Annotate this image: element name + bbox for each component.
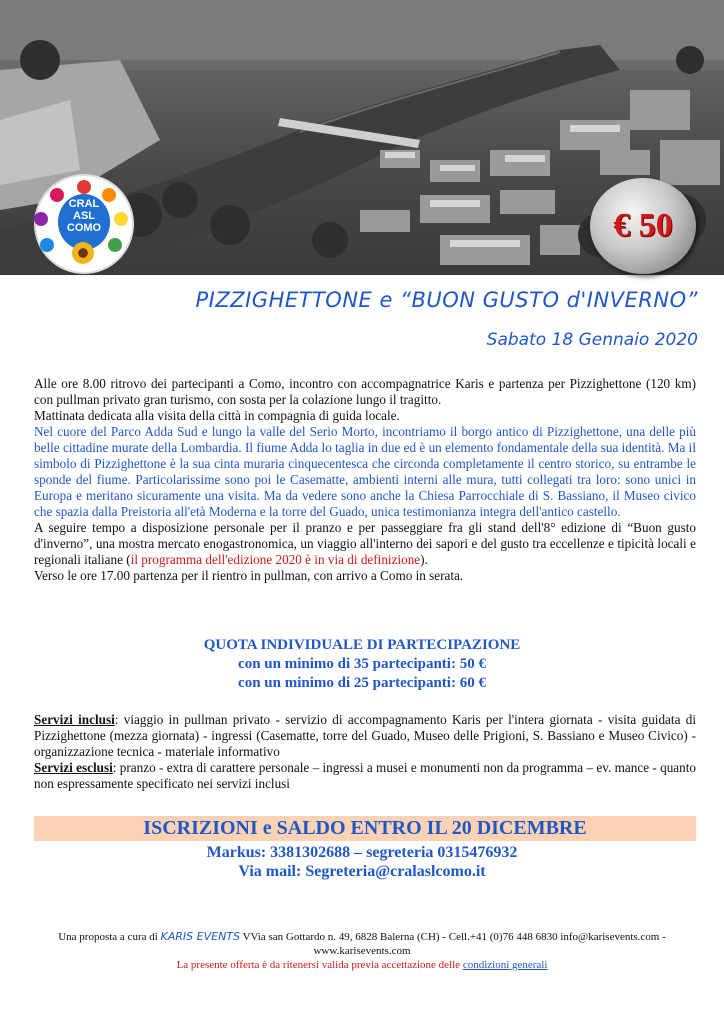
logo-dot: [114, 212, 128, 226]
contacts-section: [0, 843, 724, 881]
event-date: Sabato 18 Gennaio 2020: [486, 330, 698, 350]
footer-line: [0, 930, 724, 944]
quota-line: con un minimo di 35 partecipanti: 50 €: [238, 656, 486, 672]
footer-address: VVia san Gottardo n. 49, 6828 Balerna (CH) - Cell.+41 (0)76 448 6830 info@karisevents.com -: [242, 931, 666, 943]
cral-asl-como-logo: [36, 176, 132, 272]
logo-line: CRAL: [68, 198, 100, 210]
footer-prefix: Una proposta a cura di: [58, 931, 158, 943]
services-included: [34, 712, 696, 760]
footer-disclaimer: La presente offerta è da ritenersi valida previa accettazione delle: [176, 959, 461, 971]
logo-dot: [77, 180, 91, 194]
town-description: Nel cuore del Parco Adda Sud e lungo la valle del Serio Morto, incontriamo il borgo antico di Pizzighettone, una delle più belle cittadine murate della Lombardia. Il fiume Adda lo taglia in due ed è un elemento fondamentale della sua identità. Ma il simbolo di Pizzighettone è la sua cinta muraria cinquecentesca che circonda completamente il centro storico, su entrambe le sponde del fiume. Particolarissime sono poi le Casematte, ambienti interni alle mura, tutti collegati tra loro: sono unici in Europa e meritano sicuramente una visita. Ma da vedere sono anche la Chiesa Parrocchiale di S. Bassiano, il Museo civico che spazia dalla Preistoria all'età Moderna e la torre del Guado, unica testimonianza integra dell'antico castello.: [34, 424, 696, 519]
page-title: PIZZIGHETTONE e “BUON GUSTO d'INVERNO”: [195, 288, 698, 312]
program-paragraph: [34, 520, 696, 568]
quota-section: [0, 636, 724, 693]
program-description: [34, 376, 696, 584]
services-excluded: [34, 760, 696, 792]
services-included-label: Servizi inclusi: [34, 712, 115, 727]
price-badge: € 50: [590, 178, 696, 274]
program-paragraph: Alle ore 8.00 ritrovo dei partecipanti a Como, incontro con accompagnatrice Karis e partenza per Pizzighettone (120 km) con pullman privato gran turismo, con sosta per la colazione lungo il tragitto.: [34, 376, 696, 407]
contact-phones: Markus: 3381302688 – segreteria 0315476932: [206, 844, 518, 861]
program-paragraph: Mattinata dedicata alla visita della città in compagnia di guida locale.: [34, 408, 400, 423]
program-paragraph: Verso le ore 17.00 partenza per il rientro in pullman, con arrivo a Como in serata.: [34, 568, 464, 583]
logo-dot: [108, 238, 122, 252]
services-section: [34, 712, 696, 792]
footer-website[interactable]: www.karisevents.com: [313, 945, 411, 957]
program-text: A seguire tempo a disposizione personale per il pranzo e per passeggiare fra gli stand dell'8° edizione di “Buon gusto d'inverno”, una mostra mercato enogastronomica, un viaggio all'interno dei sapori e del gusto tra eccellenze e tipicità locali e regionali italiane (: [34, 520, 696, 567]
quota-heading: QUOTA INDIVIDUALE DI PARTECIPAZIONE: [203, 637, 521, 653]
registration-banner: ISCRIZIONI e SALDO ENTRO IL 20 DICEMBRE: [34, 816, 696, 841]
karis-events-brand: KARIS EVENTS: [160, 930, 241, 943]
logo-dot: [34, 212, 48, 226]
logo-dot: [40, 238, 54, 252]
logo-line: COMO: [66, 222, 102, 234]
services-excluded-text: : pranzo - extra di carattere personale – ingressi a musei e monumenti non da programma – ev. mance - quanto non espressamente specificato nei servizi inclusi: [34, 760, 697, 791]
program-text: ).: [420, 552, 428, 567]
logo-line: ASL: [73, 210, 95, 222]
services-included-text: : viaggio in pullman privato - servizio di accompagnamento Karis per l'intera giornata - visita guidata di Pizzighettone (mezza giornata) - ingressi (Casematte, torre del Guado, Museo delle Prigioni, S. Bassiano e Museo Civico) - organizzazione tecnica - materiale informativo: [34, 712, 697, 759]
quota-line: con un minimo di 25 partecipanti: 60 €: [238, 675, 486, 691]
footer: [0, 930, 724, 972]
contact-mail[interactable]: Via mail: Segreteria@cralaslcomo.it: [238, 863, 486, 880]
sunflower-icon: [72, 242, 94, 264]
program-note: il programma dell'edizione 2020 è in via di definizione: [130, 552, 421, 567]
footer-disclaimer-line: [0, 958, 724, 972]
conditions-link[interactable]: condizioni generali: [462, 959, 548, 971]
services-excluded-label: Servizi esclusi: [34, 760, 113, 775]
